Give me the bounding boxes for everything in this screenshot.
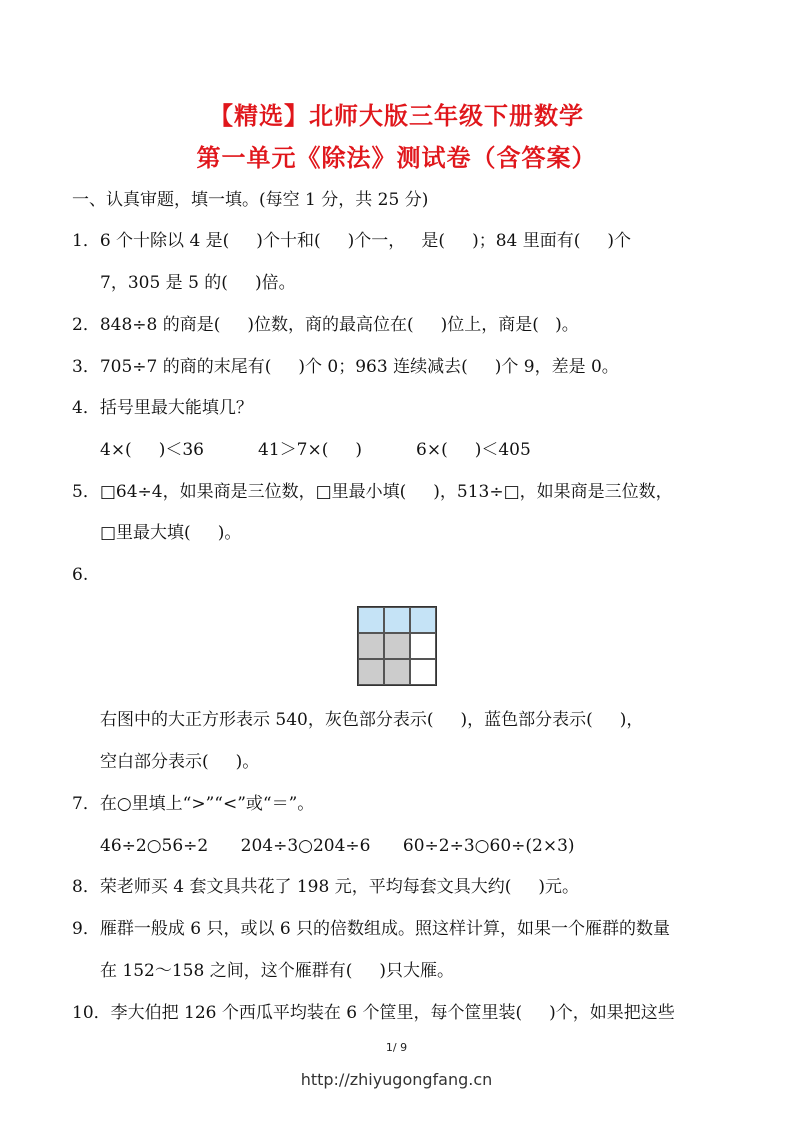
question-4-items: 4×( )＜36 41＞7×( ) 6×( )＜405 xyxy=(100,440,531,460)
figure-cell xyxy=(384,633,410,659)
question-1: 1．6 个十除以 4 是( )个十和( )个一， 是( )；84 里面有( )个 xyxy=(72,231,632,251)
question-4: 4．括号里最大能填几？ xyxy=(72,398,253,418)
figure-cell xyxy=(410,659,436,685)
question-6: 6. xyxy=(72,565,89,585)
figure-cell xyxy=(410,607,436,633)
page-number: 1/ 9 xyxy=(385,1041,408,1054)
question-2: 2．848÷8 的商是( )位数，商的最高位在( )位上，商是( )。 xyxy=(72,315,579,335)
question-8: 8．荣老师买 4 套文具共花了 198 元，平均每套文具大约( )元。 xyxy=(72,877,579,897)
question-5: 5．□64÷4，如果商是三位数，□里最小填( )，513÷□，如果商是三位数， xyxy=(72,482,673,502)
question-6-text: 右图中的大正方形表示 540，灰色部分表示( )，蓝色部分表示( )， xyxy=(100,710,644,730)
page-subtitle: 第一单元《除法》测试卷（含答案） xyxy=(196,144,597,172)
figure-cell xyxy=(410,633,436,659)
question-5-cont: □里最大填( )。 xyxy=(100,523,242,543)
question-7: 7．在○里填上“>”“<”或“＝”。 xyxy=(72,794,315,814)
figure-cell xyxy=(384,659,410,685)
figure-cell xyxy=(358,607,384,633)
question-7-items: 46÷2○56÷2 204÷3○204÷6 60÷2÷3○60÷(2×3) xyxy=(100,836,575,856)
question-9: 9．雁群一般成 6 只，或以 6 只的倍数组成。照这样计算，如果一个雁群的数量 xyxy=(72,919,671,939)
question-10: 10．李大伯把 126 个西瓜平均装在 6 个筐里，每个筐里装( )个，如果把这些 xyxy=(72,1003,675,1023)
figure-cell xyxy=(384,607,410,633)
question-1-cont: 7，305 是 5 的( )倍。 xyxy=(100,273,296,293)
site-url: http://zhiyugongfang.cn xyxy=(300,1070,493,1089)
question-3: 3．705÷7 的商的末尾有( )个 0；963 连续减去( )个 9，差是 0。 xyxy=(72,357,619,377)
section-heading: 一、认真审题，填一填。(每空 1 分，共 25 分) xyxy=(72,190,429,210)
question-6-cont: 空白部分表示( )。 xyxy=(100,752,260,772)
figure-cell xyxy=(358,659,384,685)
page-title: 【精选】北师大版三年级下册数学 xyxy=(209,102,584,130)
square-figure xyxy=(357,606,437,686)
question-9-cont: 在 152～158 之间，这个雁群有( )只大雁。 xyxy=(100,961,454,981)
figure-cell xyxy=(358,633,384,659)
